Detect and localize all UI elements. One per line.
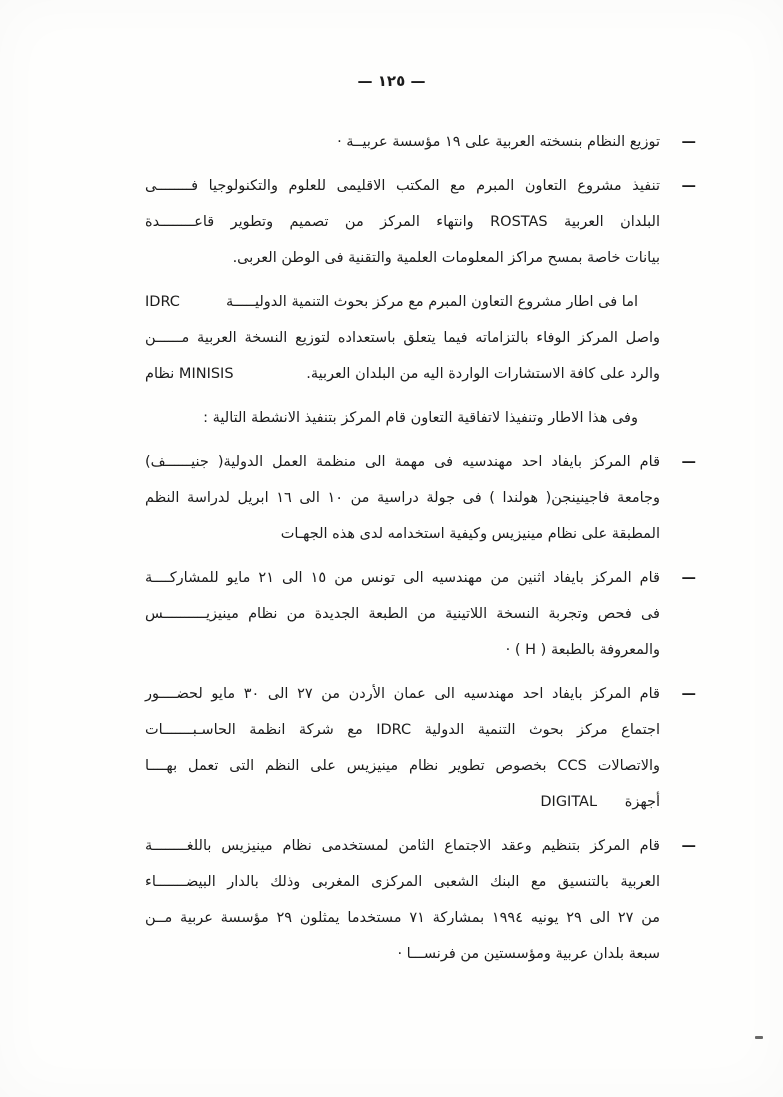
bullet-dash-icon: —	[681, 134, 696, 150]
text-lines	[145, 400, 660, 436]
page-number: — ١٢٥ —	[357, 72, 426, 90]
text-line: تنفيذ مشروع التعاون المبرم مع المكتب الاقليمى للعلوم والتكنولوجيا فــــــــى	[145, 178, 660, 194]
text-line: اجتماع مركز بحوث التنمية الدولية IDRC مع شركة انظمة الحاسـبـــــــات	[145, 722, 660, 738]
bullet-dash-icon: —	[681, 178, 696, 194]
latin-term: نظام MINISIS	[145, 366, 234, 382]
bullet-dash-icon: —	[681, 838, 696, 854]
text-line	[145, 356, 660, 392]
text-lines	[145, 828, 660, 972]
text-lines	[145, 124, 660, 160]
bullet-item	[145, 676, 696, 820]
text-line: وجامعة فاجينينجن( هولندا ) فى جولة دراسية من ١٠ الى ١٦ ابريل لدراسة النظم	[145, 490, 660, 506]
text-line: قام المركز بايفاد احد مهندسيه الى عمان الأردن من ٢٧ الى ٣٠ مايو لحضــــور	[145, 686, 660, 702]
text-line: أجهزة DIGITAL	[540, 794, 660, 810]
text-lines	[145, 444, 660, 552]
text-line: والمعروفة بالطبعة ( H ) ·	[505, 642, 660, 658]
latin-term: IDRC	[145, 294, 180, 310]
bullet-item	[145, 168, 696, 276]
text-line: سبعة بلدان عربية ومؤسستين من فرنســـا ·	[397, 946, 660, 962]
scan-artifact	[755, 1036, 763, 1039]
text-line: بيانات خاصة بمسح مراكز المعلومات العلمية والتقنية فى الوطن العربى.	[232, 250, 660, 266]
bullet-dash-icon: —	[681, 686, 696, 702]
text-line: البلدان العربية ROSTAS وانتهاء المركز من تصميم وتطوير قاعــــــــدة	[145, 214, 660, 230]
paragraph	[145, 284, 660, 392]
text-lines	[145, 284, 660, 392]
text-line: من ٢٧ الى ٢٩ يونيه ١٩٩٤ بمشاركة ٧١ مستخدما يمثلون ٢٩ مؤسسة عربية مــن	[145, 910, 660, 926]
arabic-text-segment: اما فى اطار مشروع التعاون المبرم مع مركز بحوث التنمية الدوليـــــة	[225, 294, 638, 310]
bullet-item	[145, 828, 696, 972]
content-blocks	[145, 124, 696, 980]
bullet-item	[145, 444, 696, 552]
paragraph	[145, 400, 660, 436]
text-line: وفى هذا الاطار وتنفيذا لاتفاقية التعاون قام المركز بتنفيذ الانشطة التالية :	[203, 410, 638, 426]
text-line: قام المركز بايفاد احد مهندسيه فى مهمة الى منظمة العمل الدولية( جنيــــــف)	[145, 454, 660, 470]
bullet-item	[145, 560, 696, 668]
text-lines	[145, 168, 660, 276]
text-line: قام المركز بتنظيم وعقد الاجتماع الثامن لمستخدمى نظام مينيزيس باللغــــــــة	[145, 838, 660, 854]
text-line: توزيع النظام بنسخته العربية على ١٩ مؤسسة عربيــة ·	[337, 134, 660, 150]
bullet-dash-icon: —	[681, 454, 696, 470]
text-line: والاتصالات CCS بخصوص تطوير نظام مينيزيس على النظم التى تعمل بهــــا	[145, 758, 660, 774]
text-line: فى فحص وتجربة النسخة اللاتينية من الطبعة الجديدة من نظام مينيزيــــــــــس	[145, 606, 660, 622]
text-line	[145, 284, 660, 320]
bullet-item	[145, 124, 696, 160]
text-line: المطبقة على نظام مينيزيس وكيفية استخدامه لدى هذه الجهـات	[280, 526, 660, 542]
text-line: العربية بالتنسيق مع البنك الشعبى المركزى المغربى وذلك بالدار البيضـــــــاء	[145, 874, 660, 890]
bullet-dash-icon: —	[681, 570, 696, 586]
text-lines	[145, 676, 660, 820]
text-line: واصل المركز الوفاء بالتزاماته فيما يتعلق باستعداده لتوزيع النسخة العربية مــــــن	[145, 330, 660, 346]
text-lines	[145, 560, 660, 668]
arabic-text-segment: والرد على كافة الاستشارات الواردة اليه من البلدان العربية.	[306, 366, 660, 382]
text-line: قام المركز بايفاد اثنين من مهندسيه الى تونس من ١٥ الى ٢١ مايو للمشاركــــة	[145, 570, 660, 586]
